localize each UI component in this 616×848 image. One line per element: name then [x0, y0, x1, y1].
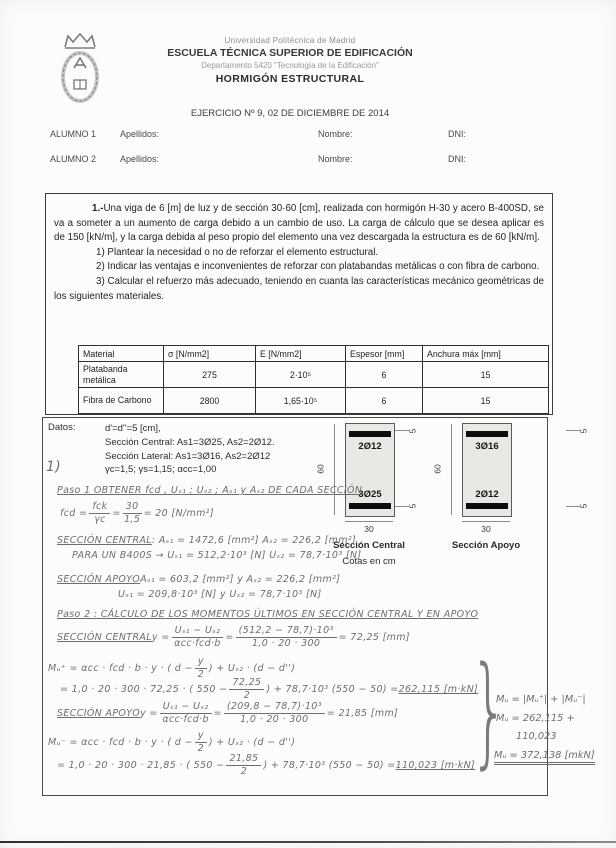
- hw-note-mu-val2: 110,023: [516, 731, 557, 742]
- hw-apoyo-areas: SECCIÓN APOYO Aₛ₁ = 603,2 [mm²] y Aₛ₂ = 226,2 [mm²]: [57, 574, 341, 585]
- support-cover-bottom-dim: 5: [578, 503, 589, 509]
- hw-note-mu-val1: Mᵤ = 262,115 +: [496, 713, 575, 724]
- central-cover-top-dim: 5: [407, 428, 418, 434]
- central-width-dim: 30: [364, 524, 374, 534]
- hw-apoyo-y: SECCIÓN APOYO y = $\frac{\text{Uₛ₁ − Uₛ₂}}{\text{αcc·fcd·b}}$ = $\frac{\text{(209,8 − 78,7)·10³}}{1,0 \cdot 20 \cdot 300}$ = 21,85 [mm]: [57, 701, 399, 725]
- support-bottom-rebar-label: 2Ø12: [475, 489, 499, 500]
- hw-mu-plus-1: Mᵤ⁺ = αcc · fcd · b · y · ( d − $\frac{y}{2}$ ) + Uₛ₂ · (d − d''): [48, 656, 296, 680]
- datos-line-3: Sección Lateral: As1=3Ø16, As2=2Ø12: [105, 450, 271, 462]
- support-height-dim: 60: [432, 464, 443, 474]
- hw-central-areas: SECCIÓN CENTRAL : Aₛ₁ = 1472,6 [mm²] Aₛ₂ = 226,2 [mm²]: [57, 535, 357, 546]
- table-row: Platabanda metálica 275 2·10⁵ 6 15: [79, 362, 549, 388]
- datos-lines: [105, 422, 275, 477]
- central-width-dim-line: [345, 521, 393, 522]
- scan-bottom-edge: [0, 841, 616, 843]
- central-height-dim-line: [334, 424, 335, 515]
- col-anchura: Anchura máx [mm]: [423, 346, 549, 362]
- hw-note-mu-sum: Mᵤ = |Mᵤ⁺| + |Mᵤ⁻|: [496, 694, 586, 705]
- hw-mu-minus-2: = 1,0 · 20 · 300 · 21,85 · ( 550 − $\frac{21,85}{2}$ ) + 78,7·10³ (550 − 50) = 110,023 [m·kN]: [57, 753, 476, 777]
- letterhead: [100, 36, 480, 85]
- col-espesor: Espesor [mm]: [346, 346, 423, 362]
- support-top-rebar-label: 3Ø16: [475, 441, 499, 452]
- hw-paso1-title: Paso 1 OBTENER fcd , Uₛ₁ ; Uₛ₂ ; Aₛ₁ y Aₛ₂ DE CADA SECCIÓN: [57, 485, 363, 496]
- hw-central-y: SECCIÓN CENTRAL y = $\frac{\text{Uₛ₁ − Uₛ₂}}{\text{αcc·fcd·b}}$ = $\frac{\text{(512,2 − 78,7)·10³}}{1,0 \cdot 20 \cdot 300}$ = 72,25 [mm]: [57, 625, 410, 649]
- problem-item-3: 3) Calcular el refuerzo más adecuado, teniendo en cuanta las características mecánico geométricas de los siguientes materiales.: [54, 275, 544, 302]
- problem-item-1: 1) Plantear la necesidad o no de reforzar el elemento estructural.: [96, 246, 379, 258]
- student-row-1: [0, 129, 616, 143]
- support-width-dim-line: [462, 521, 510, 522]
- support-caption: Sección Apoyo: [451, 540, 521, 551]
- problem-paragraph: 1.-Una viga de 6 [m] de luz y de sección 30·60 [cm], realizada con hormigón H-30 y acero B-400SD, se va a someter a un aumento de carga debido a un cambio de uso. La carga de cálculo que se desea aplicar es de 150 [kN/m], y la carga debida al peso propio del elemento una vez descargada la estructura es de 60 [kN/m].: [54, 203, 544, 244]
- hw-fcd-formula: fcd = $\frac{\text{fck}}{\gamma c}$ = $\frac{30}{1,5}$ = 20 [N/mm²]: [60, 501, 214, 525]
- student1-name: Nombre:: [318, 129, 353, 139]
- course-name: HORMIGÓN ESTRUCTURAL: [215, 73, 365, 85]
- datos-line-4: γc=1,5; γs=1,15; αcc=1,00: [105, 464, 217, 476]
- problem-text: [54, 202, 544, 304]
- student2-label: ALUMNO 2: [50, 154, 97, 164]
- student1-dni: DNI:: [448, 129, 466, 139]
- central-height-dim: 60: [315, 464, 326, 474]
- hw-note-mu-result: Mᵤ = 372,138 [mkN]: [494, 750, 595, 765]
- exercise-title: EJERCICIO Nº 9, 02 DE DICIEMBRE DE 2014: [190, 108, 390, 119]
- hw-apoyo-us: Uₛ₁ = 209,8·10³ [N] y Uₛ₂ = 78,7·10³ [N]: [118, 589, 322, 600]
- support-cover-top-dim: 5: [578, 428, 589, 434]
- col-material: Material: [79, 346, 164, 362]
- curly-brace: }: [470, 642, 509, 781]
- central-top-rebar-label: 2Ø12: [358, 441, 382, 452]
- col-e: E [N/mm2]: [256, 346, 346, 362]
- school-name: ESCUELA TÉCNICA SUPERIOR DE EDIFICACIÓN: [167, 47, 413, 59]
- central-top-rebar: [349, 431, 391, 437]
- datos-line-2: Sección Central: As1=3Ø25, As2=2Ø12.: [105, 436, 275, 448]
- central-bottom-rebar-label: 3Ø25: [358, 489, 382, 500]
- materials-table: [78, 345, 549, 414]
- problem-number: 1.-: [92, 203, 104, 214]
- table-header-row: [79, 346, 549, 362]
- datos-label: Datos:: [48, 422, 76, 433]
- support-bottom-rebar: [466, 503, 508, 509]
- support-height-dim-line: [451, 424, 452, 515]
- central-section-figure: [345, 423, 395, 517]
- student-row-2: [0, 154, 616, 168]
- hw-item-mark: 1): [46, 459, 62, 475]
- student2-surnames: Apellidos:: [120, 154, 160, 164]
- student1-surnames: Apellidos:: [120, 129, 160, 139]
- units-caption: Cotas en cm: [342, 556, 396, 567]
- support-top-rebar: [466, 431, 508, 437]
- support-section-figure: [462, 423, 512, 517]
- problem-item-2: 2) Indicar las ventajas e inconvenientes de reforzar con platabandas metálicas o con fibra de carbono.: [96, 261, 540, 273]
- central-cover-bottom-dim: 5: [407, 503, 418, 509]
- student2-dni: DNI:: [448, 154, 466, 164]
- hw-mu-plus-2: = 1,0 · 20 · 300 · 72,25 · ( 550 − $\frac{72,25}{2}$ ) + 78,7·10³ (550 − 50) = 262,115 [m·kN]: [60, 677, 479, 701]
- hw-b400s-line: PARA UN B400S → Uₛ₁ = 512,2·10³ [N] Uₛ₂ = 78,7·10³ [N]: [72, 550, 362, 561]
- table-row: Fibra de Carbono 2800 1,65·10⁵ 6 15: [79, 388, 549, 414]
- central-bottom-rebar: [349, 503, 391, 509]
- col-sigma: σ [N/mm2]: [164, 346, 256, 362]
- support-width-dim: 30: [481, 524, 491, 534]
- datos-line-1: d'=d''=5 [cm],: [105, 423, 161, 434]
- university-name: Universidad Politécnica de Madrid: [224, 36, 356, 45]
- student1-label: ALUMNO 1: [50, 129, 97, 139]
- central-caption: Sección Central: [333, 540, 405, 551]
- hw-paso2-title: Paso 2 : CÁLCULO DE LOS MOMENTOS ÚLTIMOS EN SECCIÓN CENTRAL Y EN APOYO: [57, 609, 479, 620]
- student2-name: Nombre:: [318, 154, 353, 164]
- hw-mu-minus-1: Mᵤ⁻ = αcc · fcd · b · y · ( d − $\frac{y}{2}$ ) + Uₛ₂ · (d − d''): [48, 730, 296, 754]
- department-name: Departamento 5420 "Tecnología de la Edificación": [201, 61, 379, 70]
